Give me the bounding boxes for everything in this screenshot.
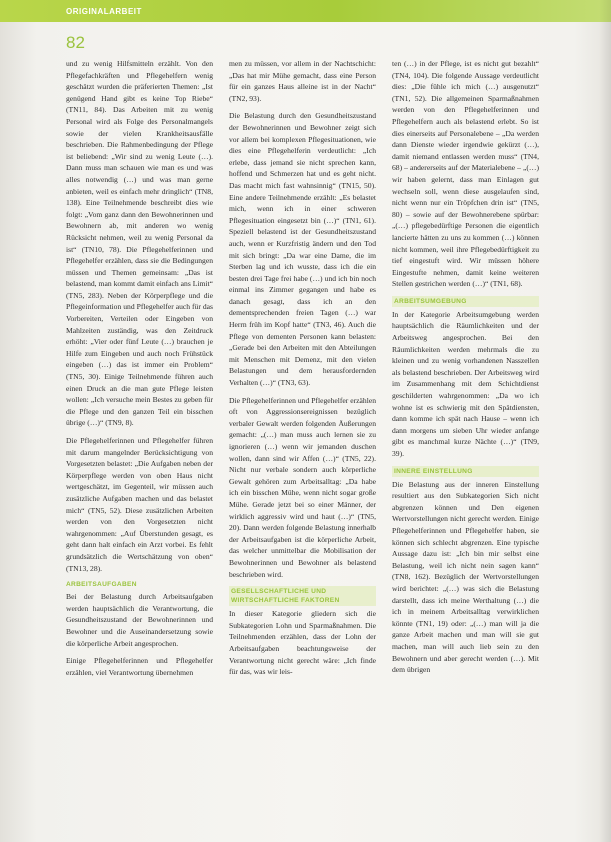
paragraph: Die Pflegehelferinnen und Pflegehelfer führen mit darum mangelnder Berücksichtigung von Vorgesetzten belastet: „Die Aufgaben neben der Körperpflege werden von oben Haus nicht wertgeschätzt, im Gegenteil, wir müssen auch zusätzliche Aufgaben machen und das belastet mich“ (TN5, 52). Diese zusätzlichen Arbeiten werden von den Vorgesetzten nicht wahrgenommen: „Auf Überstunden gesagt, es geht dann halt einfach ein Arzt vorbei. Es fehlt grundsätzlich die Wertschätzung von oben“ (TN13, 28). [66, 436, 213, 573]
paragraph: Die Belastung aus der inneren Einstellung resultiert aus den Subkategorien Sich nicht abgrenzen können und Den eigenen Wertvorstellungen nicht gerecht werden. Einige Pflegehelferinnen und Pflegehelfer haben, sie können sich schlecht abgrenzen. Eine typische Aussage dazu ist: „Ich bin mir selbst eine Belastung, weil ich nicht nein sagen kann“ (TN8, 162). Bezüglich der Wertvorstellungen wird berichtet: „(…) was sich die Belastung darstellt, dass ich meine Werthaltung (…) die ich in meinem Arbeitsalltag verwirklichen könnte (TN1, 19) oder: „(…) man will ja die ganze Arbeit machen und man will sie gut machen, man will auch lieb sein zu den Bewohnern und aber gerecht werden (…). Mit dem übrigen [392, 479, 539, 675]
page-number: 82 [66, 33, 85, 52]
text-column-1 [66, 58, 213, 684]
section-title: ORIGINALARBEIT [66, 7, 142, 16]
page-edge-shadow [599, 0, 611, 842]
paragraph: In der Kategorie Arbeitsumgebung werden hauptsächlich die Räumlichkeiten und der Arbeitsweg angesprochen. Bei den Räumlichkeiten werden mehrmals die zu kleinen und zu wenig vorhandenen Nasszellen als belastend beschrieben. Der Arbeitsweg wird im Zusammenhang mit dem Schichtdienst geschilderten wahrgenommen: „Da wo ich wohne ist es schwierig mit den Spätdiensten, dann komme ich spät nach Hause – wenn ich dann morgens um sieben Uhr wieder anfange gibt es manchmal kurze Nächte (…)“ (TN9, 39). [392, 309, 539, 458]
paragraph: ten (…) in der Pflege, ist es nicht gut bezahlt“ (TN4, 104). Die folgende Aussage verdeutlicht dies: „Die fühle ich mich (…) ausgenutzt“ (TN1, 52). Die allgemeinen Sparmaßnahmen werden von den Pflegehelferinnen und Pflegehelfern auch als belastend erlebt. So ist dies einerseits auf Personalebene – „Da werden dann Dienste wieder irgendwie gekürzt (…), damit niemand entlassen werden muss“ (TN4, 68) – andererseits auf der Materialebene – „(…) wir haben gelernt, dass man Einlagen gut wechseln soll, wenn diese ausgelaufen sind, nicht wenn nur ein Tröpfchen drin ist“ (TN5, 80) – sowie auf der Bewohnerebene spürbar: „(…) pflegebedürftige Personen die eigentlich lancierte hätten zu uns zu kommen (…) können nicht kommen, weil ihre Pflegebedürftigkeit zu tief eingestuft wird. Wir müssen höhere Eingestufte nehmen, damit keine weiteren Stellen gestrichen werden (…)“ (TN1, 68). [392, 59, 539, 289]
paragraph: Einige Pflegehelferinnen und Pflegehelfer erzählen, viel Verantwortung übernehmen [66, 656, 213, 677]
paragraph: men zu müssen, vor allem in der Nachtschicht: „Das hat mir Mühe gemacht, dass eine Person für ein ganzes Haus alleine ist in der Nacht“ (TN2, 93). [229, 59, 376, 103]
section-heading: ARBEITSAUFGABEN [66, 581, 137, 589]
paragraph: In dieser Kategorie gliedern sich die Subkategorien Lohn und Sparmaßnahmen. Die Teilnehmenden erzählen, dass der Lohn der Arbeitsaufgaben beachtungsweise der Verantwortung nicht gerecht wäre: „Ich finde für das, was wir leis- [229, 609, 376, 677]
section-heading: GESELLSCHAFTLICHE UND WIRTSCHAFTLICHE FAKTOREN [229, 586, 376, 606]
paragraph: Die Belastung durch den Gesundheitszustand der Bewohnerinnen und Bewohner zeigt sich vor allem bei komplexen Pflegesituationen, wie dies eine Pflegehelferin verdeutlicht: „Ich erlebe, dass jemand sie nicht sprechen kann, hoffend und Schmerzen hat und es geht nicht. Das macht mich fast wahnsinnig“ (TN15, 50). Eine andere Teilnehmende erzählt: „Es belastet mich, wenn ich in einer schweren Pflegesituation eingesetzt bin (…)“ (TN1, 61). Speziell belastend ist der Gesundheitszustand auch, wenn er Kurzfristig ändern und den Tod mit sich bringt: „Da war eine Dame, die im Sterben lag und ich wusste, dass ich die ein besten drei Tage frei habe (…) und ich bin noch einmal ins Zimmer gegangen und habe es danach gesagt, dass ich an den dementsprechenden freien Tagen (…) war Herrn früh im Kopf hatte“ (TN3, 46). Auch die Pflege von dementen Personen kann belasten: „Gerade bei den Arbeiten mit den Abteilungen mit Menschen mit Demenz, mit den vielen Belastungen und dem herausfordernden Verhalten (…)“ (TN3, 63). [229, 111, 376, 388]
paragraph: und zu wenig Hilfsmitteln erzählt. Von den Pflegefachkräften und Pflegehelfern wenig geschätzt wurden die präferierten Themen: „Ist genügend Hand gibt es keine Top Riebe“ (TN11, 84). Das Arbeiten mit zu wenig Personal wird als Folge des Personalmangels sowie der vielen Krankheitsausfälle beschrieben. Die Rahmenbedingung der Pflege ist beliebend: „Wir sind zu wenig Leute (…). Dann muss man schauen wie man es und was alles notwendig (…) und was man gerne anbieten, weil es einfach mehr dringlich“ (TN8, 138). Eine Teilnehmende beschreibt dies wie folgt: „Vom ganz dann den Bewohnerinnen und Bewohnern ab, mit anderen wo wenig Rücksicht nehmen, weil zu wenig Personal da ist“ (TN10, 78). Die Pflegehelferinnen und Pflegehelfer erzählen, dass sie die Bedingungen müssen und Themen gemeinsam: „Das ist belastend, man kommt damit einfach ans Limit“ (TN5, 283). Neben der Körperpflege und die Pflegeinformation und Pflegehelfer auch für das Vorbereiten, Verteilen oder Eingeben von Mahlzeiten zuständig, was den Zeitdruck erhöht: „Vier oder fünf Leute (…) brauchen je Hilfe zum Eingeben und auch noch Frühstück eingeben (…) das ist immer ein Problem“ (TN5, 30). Einige Teilnehmende führen auch einen Druck an die man gute Pflege leisten wollen: „Ich versuche mein Bestes zu geben für die Pflege und den ganzen Teil ein bisschen übrige (…)“ (TN9, 8). [66, 59, 213, 428]
section-heading: ARBEITSUMGEBUNG [392, 296, 539, 307]
text-column-3 [392, 58, 539, 682]
section-heading: INNERE EINSTELLUNG [392, 466, 539, 477]
paragraph: Bei der Belastung durch Arbeitsaufgaben werden hauptsächlich die Verantwortung, die Gesundheitszustand der Bewohnerinnen und Bewohner und die Auseinandersetzung sowie die körperliche Arbeit angesprochen. [66, 592, 213, 648]
paragraph: Die Pflegehelferinnen und Pflegehelfer erzählen oft von Aggressionsereignissen bezüglich verbaler Gewalt werden folgenden Äußerungen gemacht: „(…) man muss auch lernen sie zu ignorieren (…) wenn wir jemanden duschen wollen, dann sind wir Affen (…)“ (TN5, 22). Nicht nur verbale sondern auch körperliche Gewalt gehören zum Arbeitsalltag: „Da habe ich ein bisschen Mühe, wenn nicht sogar große Mühe. Gerade jetzt bei so einer Männer, der wirklich aggressiv wird und haut (…)“ (TN5, 20). Dann werden folgende Belastung innerhalb der Arbeitsaufgaben ist die körperliche Arbeit, das welcher unmittelbar die Mobilisation der Bewohnerinnen und Bewohner als belastend beschrieben wird. [229, 395, 376, 579]
text-column-2 [229, 58, 376, 684]
